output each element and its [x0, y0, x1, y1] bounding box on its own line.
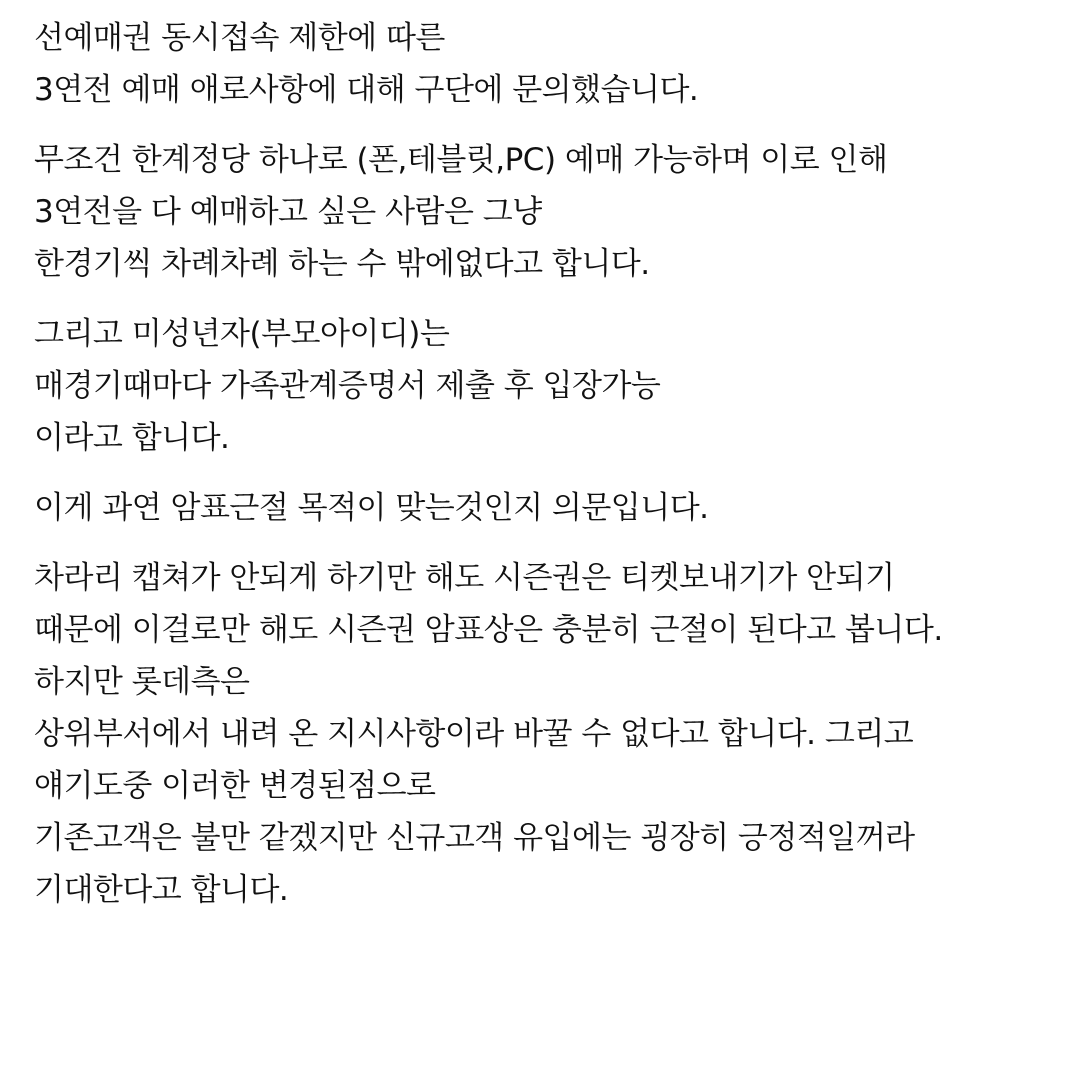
- text-line: 3연전 예매 애로사항에 대해 구단에 문의했습니다.: [34, 72, 699, 108]
- text-line: 때문에 이걸로만 해도 시즌권 암표상은 충분히 근절이 된다고 봅니다.: [34, 612, 943, 648]
- text-line: 차라리 캡쳐가 안되게 하기만 해도 시즌권은 티켓보내기가 안되기: [34, 560, 895, 596]
- paragraph-2: [34, 134, 1064, 290]
- text-line: 매경기때마다 가족관계증명서 제출 후 입장가능: [34, 368, 661, 404]
- text-line: 하지만 롯데측은: [34, 664, 250, 700]
- paragraph-1: [34, 12, 1064, 116]
- text-line: 3연전을 다 예매하고 싶은 사람은 그냥: [34, 194, 542, 230]
- paragraph-5: [34, 552, 1064, 916]
- paragraph-3: [34, 308, 1064, 464]
- text-line: 무조건 한계정당 하나로 (폰,테블릿,PC) 예매 가능하며 이로 인해: [34, 142, 888, 178]
- text-line: 한경기씩 차례차례 하는 수 밖에없다고 합니다.: [34, 246, 650, 282]
- text-line: 이라고 합니다.: [34, 420, 230, 456]
- text-line: 상위부서에서 내려 온 지시사항이라 바꿀 수 없다고 합니다. 그리고: [34, 716, 914, 752]
- paragraph-4: [34, 482, 1064, 534]
- text-line: 얘기도중 이러한 변경된점으로: [34, 768, 436, 804]
- document-body: [34, 12, 1064, 934]
- text-line: 그리고 미성년자(부모아이디)는: [34, 316, 450, 352]
- text-line: 이게 과연 암표근절 목적이 맞는것인지 의문입니다.: [34, 490, 709, 526]
- text-line: 기존고객은 불만 같겠지만 신규고객 유입에는 굉장히 긍정적일꺼라: [34, 820, 915, 856]
- text-line: 선예매권 동시접속 제한에 따른: [34, 20, 445, 56]
- text-line: 기대한다고 합니다.: [34, 872, 289, 908]
